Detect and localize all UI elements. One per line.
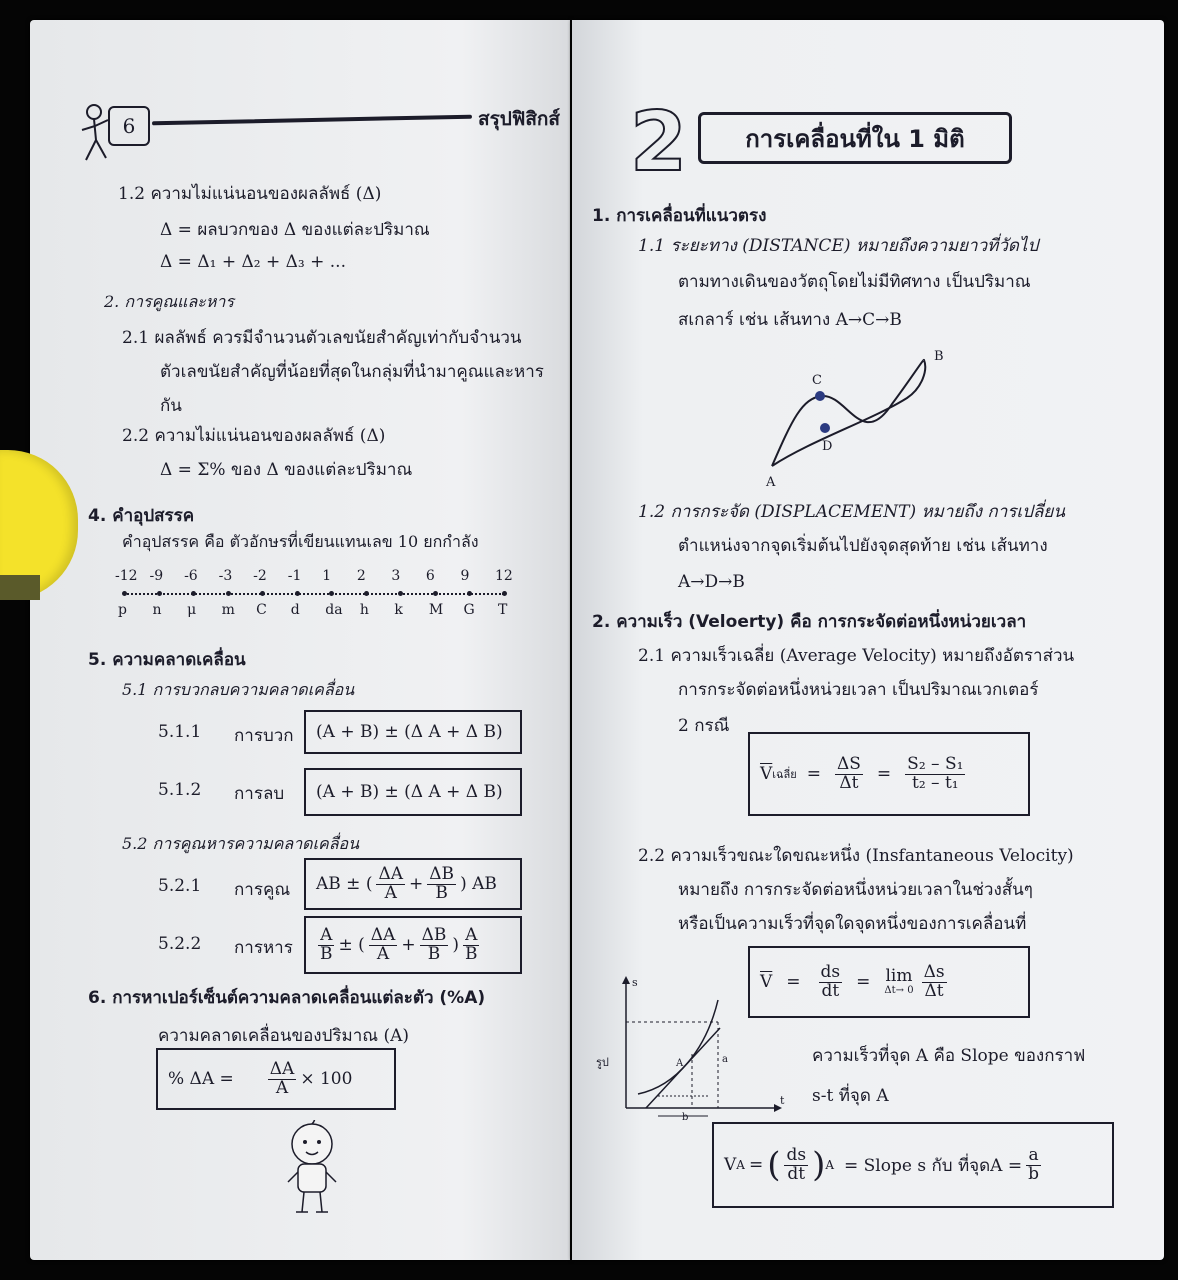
- prefix-exponent: -1: [287, 568, 302, 584]
- prefix-dot: [295, 591, 300, 596]
- frac-Ds-Dt: [922, 961, 947, 1001]
- frac-A-B-2: [463, 924, 480, 964]
- s2-1-line1: 2.1 ผลลัพธ์ ควรมีจำนวนตัวเลขนัยสำคัญเท่ากับจำนวน: [122, 328, 522, 348]
- s1-title: 1. การเคลื่อนที่แนวตรง: [592, 206, 767, 226]
- prefix-symbol: n: [152, 602, 162, 618]
- graph-A-label: A: [676, 1058, 684, 1069]
- den: t₂ – t₁: [911, 772, 959, 793]
- frac-dA-A-2: [369, 924, 398, 964]
- page-number: 6: [108, 106, 150, 146]
- graph-a-label: a: [722, 1054, 728, 1065]
- limit: [884, 965, 914, 996]
- num: ΔB: [421, 924, 447, 945]
- s5-1-2-op: การลบ: [234, 784, 285, 804]
- graph-side-label: รูป: [596, 1056, 609, 1069]
- prefix-symbol: p: [118, 602, 127, 618]
- prefix-dot: [502, 591, 507, 596]
- s2-2-line1: 2.2 ความเร็วขณะใดขณะหนึ่ง (Insfantaneous Velocity): [638, 846, 1074, 866]
- frac-dB-B-2: [420, 924, 449, 964]
- s2-1-line2: ตัวเลขนัยสำคัญที่น้อยที่สุดในกลุ่มที่นำมาคูณและหาร: [160, 362, 544, 382]
- prefix-exponent: 12: [495, 568, 513, 584]
- prefix-dot: [398, 591, 403, 596]
- num: ΔA: [370, 924, 396, 945]
- va-sub2: A: [825, 1158, 835, 1172]
- s1-2-line1: Δ = ผลบวกของ Δ ของแต่ละปริมาณ: [160, 220, 430, 240]
- ruler-line: [124, 593, 504, 595]
- prefix-dot: [122, 591, 127, 596]
- prefix-symbol: k: [394, 602, 403, 618]
- s5-1-1-formula-box: [304, 710, 522, 754]
- den: A: [384, 882, 397, 903]
- eq3: =: [786, 972, 801, 992]
- den: B: [427, 943, 441, 964]
- den: dt: [787, 1163, 806, 1184]
- lim: lim: [885, 965, 913, 986]
- frac-ds-dt: [819, 961, 843, 1001]
- slope-line2: s-t ที่จุด A: [812, 1086, 889, 1106]
- prefix-exponent: 1: [322, 568, 332, 584]
- den: Δt: [839, 772, 859, 793]
- den: Δt: [924, 980, 944, 1001]
- num: ΔA: [378, 863, 404, 884]
- s6-formula-box: [156, 1048, 396, 1110]
- s1-1-line2: ตามทางเดินของวัตถุโดยไม่มีทิศทาง เป็นปริมาณ: [678, 272, 1031, 292]
- s1-1-line3: สเกลาร์ เช่น เส้นทาง A→C→B: [678, 310, 902, 330]
- prefix-dot: [329, 591, 334, 596]
- eq2: =: [876, 764, 892, 784]
- s5-2-2-label: 5.2.2: [158, 934, 202, 954]
- child-cartoon-icon: [282, 1120, 342, 1220]
- prefix-dot: [467, 591, 472, 596]
- prefix-dot: [157, 591, 162, 596]
- prefix-exponent: -3: [218, 568, 233, 584]
- prefix-exponent: -12: [115, 568, 138, 584]
- den: B: [320, 943, 333, 964]
- prefix-symbol: μ: [187, 602, 197, 618]
- num: ds: [820, 961, 841, 982]
- plus: +: [409, 874, 424, 894]
- prefix-dot: [260, 591, 265, 596]
- num: A: [320, 924, 333, 945]
- num: S₂ – S₁: [907, 753, 964, 774]
- prefix-exponent: 2: [356, 568, 366, 584]
- s5-1-1-op: การบวก: [234, 726, 294, 746]
- den: A: [376, 943, 390, 964]
- den: b: [1028, 1163, 1039, 1184]
- s5-1-title: 5.1 การบวกลบความคลาดเคลื่อน: [122, 680, 355, 699]
- label-C: C: [812, 373, 822, 388]
- s5-1-1-label: 5.1.1: [158, 722, 202, 742]
- den: A: [275, 1077, 289, 1098]
- avg-velocity-box: [748, 732, 1030, 816]
- s5-2-2-formula-box: [304, 916, 522, 974]
- s5-2-1-op: การคูณ: [234, 880, 291, 900]
- prefix-exponent: -9: [149, 568, 164, 584]
- s2-title: 2. การคูณและหาร: [104, 292, 234, 311]
- den: B: [465, 943, 478, 964]
- va-sub: A: [736, 1158, 745, 1172]
- s5-2-1-formula-box: [304, 858, 522, 910]
- s1-2-line3: A→D→B: [678, 572, 745, 592]
- chapter-title: การเคลื่อนที่ใน 1 มิติ: [745, 124, 965, 153]
- prefix-symbol: G: [463, 602, 475, 618]
- s1-2-line1: 1.2 การกระจัด (DISPLACEMENT) หมายถึง การเปลี่ยน: [638, 502, 1065, 522]
- prefix-exponent: -2: [253, 568, 267, 584]
- s-t-graph: [596, 970, 786, 1120]
- prefix-ruler: [115, 568, 513, 628]
- num: ΔA: [269, 1058, 295, 1079]
- prefix-exponent: 9: [460, 568, 470, 584]
- prefix-dot: [191, 591, 196, 596]
- s1-2-line2: ตำแหน่งจากจุดเริ่มต้นไปยังจุดสุดท้าย เช่น เส้นทาง: [678, 536, 1048, 556]
- avg-v-sub: เฉลี่ย: [772, 768, 797, 781]
- s2-1-line3: กัน: [160, 396, 182, 416]
- frac-dA-A: [376, 863, 405, 903]
- s4-title: 4. คำอุปสรรค: [88, 506, 195, 526]
- s6-line: ความคลาดเคลื่อนของปริมาณ (A): [158, 1026, 409, 1046]
- eq5: =: [748, 1155, 764, 1175]
- frac-dB-B: [427, 863, 456, 903]
- plus: +: [401, 935, 416, 955]
- prefix-exponent: 6: [425, 568, 435, 584]
- s5-2-1-label: 5.2.1: [158, 876, 202, 896]
- prefix-exponent: 3: [391, 568, 401, 584]
- mul-prefix: AB ± (: [316, 874, 373, 894]
- label-B: B: [934, 349, 944, 364]
- path-diagram: [752, 340, 952, 490]
- frac-a-b: [1026, 1144, 1041, 1184]
- s2-1-line1: 2.1 ความเร็วเฉลี่ย (Average Velocity) หมายถึงอัตราส่วน: [638, 646, 1075, 666]
- graph-t-label: t: [780, 1094, 785, 1107]
- s1-2-line2: Δ = Δ₁ + Δ₂ + Δ₃ + ...: [160, 252, 346, 272]
- right-page: [572, 20, 1164, 1260]
- s2-1-line3: 2 กรณี: [678, 716, 730, 736]
- s2-2-line2: หมายถึง การกระจัดต่อหนึ่งหน่วยเวลาในช่วงสั้นๆ: [678, 880, 1033, 900]
- inst-velocity-box: [748, 946, 1030, 1018]
- den: B: [435, 882, 448, 903]
- avg-v-symbol: $\overline{V}$: [760, 764, 773, 784]
- num: Δs: [923, 961, 945, 982]
- prefix-symbol: d: [290, 602, 300, 618]
- va-formula-box: [712, 1122, 1114, 1208]
- pm: ± (: [338, 935, 365, 955]
- s2-2-title: 2.2 ความไม่แน่นอนของผลลัพธ์ (Δ): [122, 426, 386, 446]
- pct-rhs: × 100: [300, 1069, 353, 1089]
- label-D: D: [822, 439, 833, 454]
- close-paren: ): [452, 935, 460, 955]
- close-paren: ): [812, 1145, 826, 1185]
- slope-line1: ความเร็วที่จุด A คือ Slope ของกราฟ: [812, 1046, 1086, 1066]
- num: ΔS: [836, 753, 861, 774]
- s5-1-2-formula-box: [304, 768, 522, 816]
- label-A: A: [766, 475, 776, 490]
- num: a: [1028, 1144, 1039, 1165]
- inst-v: $\overline{V}$: [760, 972, 773, 992]
- graph-b-label: b: [682, 1112, 689, 1120]
- prefix-symbol: M: [428, 602, 444, 618]
- s1-2-title: 1.2 ความไม่แน่นอนของผลลัพธ์ (Δ): [118, 184, 382, 204]
- s6-title: 6. การหาเปอร์เซ็นต์ความคลาดเคลื่อนแต่ละตัว (%A): [88, 988, 486, 1008]
- va-rest: = Slope s กับ ที่จุดA =: [844, 1155, 1023, 1176]
- chapter-title-box: [698, 112, 1012, 164]
- pct-lhs: % ΔA =: [168, 1069, 234, 1089]
- prefix-symbol: C: [256, 602, 267, 618]
- eq4: =: [856, 972, 871, 992]
- lim-sub: Δt→ 0: [884, 984, 914, 996]
- s2-title: 2. ความเร็ว (Veloerty) คือ การกระจัดต่อหนึ่งหน่วยเวลา: [592, 612, 1027, 632]
- frac-S-t: [905, 753, 965, 793]
- prefix-symbol: m: [221, 602, 235, 618]
- header-title: สรุปฟิสิกส์: [478, 108, 561, 130]
- s2-2-line: Δ = Σ% ของ Δ ของแต่ละปริมาณ: [160, 460, 413, 480]
- s5-1-1-formula: (A + B) ± (Δ A + Δ B): [316, 722, 503, 742]
- prefix-symbol: da: [325, 602, 343, 618]
- va-symbol: V: [724, 1155, 737, 1175]
- num: ds: [786, 1144, 807, 1165]
- num: A: [465, 924, 478, 945]
- prefix-dot: [364, 591, 369, 596]
- avg-v: [760, 764, 772, 784]
- s5-title: 5. ความคลาดเคลื่อน: [88, 650, 246, 670]
- s5-1-2-formula: (A + B) ± (Δ A + Δ B): [316, 782, 503, 802]
- frac-va: [784, 1144, 808, 1184]
- s5-2-2-op: การหาร: [234, 938, 293, 958]
- s4-line: คำอุปสรรค คือ ตัวอักษรที่เขียนแทนเลข 10 ยกกำลัง: [122, 532, 479, 551]
- prefix-symbol: h: [359, 602, 369, 618]
- left-page: [30, 20, 570, 1260]
- prefix-dot: [433, 591, 438, 596]
- prefix-dot: [226, 591, 231, 596]
- open-paren: (: [767, 1145, 781, 1185]
- s2-1-line2: การกระจัดต่อหนึ่งหน่วยเวลา เป็นปริมาณเวกเตอร์: [678, 680, 1039, 700]
- s5-2-title: 5.2 การคูณหารความคลาดเคลื่อน: [122, 834, 360, 853]
- mul-suffix: ) AB: [460, 874, 497, 894]
- num: ΔB: [429, 863, 455, 884]
- chapter-number: 2: [630, 95, 688, 190]
- prefix-exponent: -6: [184, 568, 198, 584]
- header-rule: [152, 115, 472, 126]
- graph-s-label: s: [632, 976, 638, 989]
- eq1: =: [806, 764, 821, 784]
- s5-1-2-label: 5.1.2: [158, 780, 202, 800]
- den: dt: [821, 980, 840, 1001]
- frac-dA-A-3: [268, 1058, 297, 1098]
- frac-A-B: [318, 924, 335, 964]
- s2-2-line3: หรือเป็นความเร็วที่จุดใดจุดหนึ่งของการเคลื่อนที่: [678, 914, 1027, 934]
- frac-dS-dt: [835, 753, 863, 793]
- prefix-symbol: T: [498, 602, 508, 618]
- s1-1-line1: 1.1 ระยะทาง (DISTANCE) หมายถึงความยาวที่วัดไป: [638, 236, 1039, 256]
